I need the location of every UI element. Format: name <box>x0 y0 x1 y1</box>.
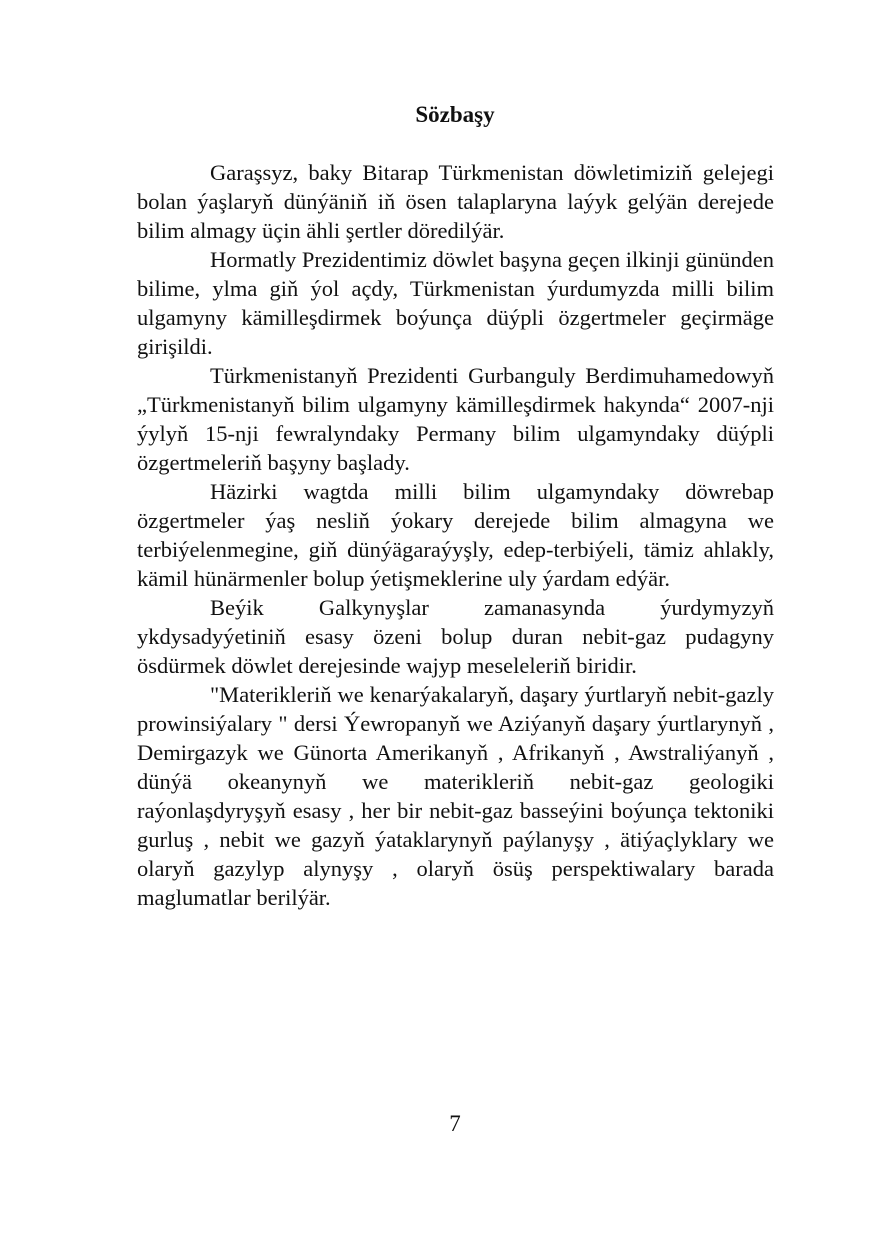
paragraph-1: Garaşsyz, baky Bitarap Türkmenistan döwletimiziň gelejegi bolan ýaşlaryň dünýäniň iň ösen talaplaryna laýyk gelýän derejede bilim almagy üçin ähli şertler döredilýär. <box>137 160 774 243</box>
page-title: Sözbaşy <box>415 102 495 127</box>
page-number: 7 <box>449 1111 461 1136</box>
paragraph-2: Hormatly Prezidentimiz döwlet başyna geçen ilkinji gününden bilime, ylma giň ýol açdy, Türkmenistan ýurdumyzda milli bilim ulgamyny kämilleşdirmek boýunça düýpli özgertmeler geçirmäge girişildi. <box>137 247 774 359</box>
body-text <box>137 158 774 912</box>
paragraph-6: "Materikleriň we kenarýakalaryň, daşary ýurtlaryň nebit-gazly prowinsiýalary " dersi Ýewropanyň we Aziýanyň daşary ýurtlarynyň , Demirgazyk we Günorta Amerikanyň , Afrikanyň , Awstraliýanyň , dünýä okeanynyň we materikleriň nebit-gaz geologiki raýonlaşdyryşyň esasy , her bir nebit-gaz basseýini boýunça tektoniki gurluş , nebit we gazyň ýataklarynyň paýlanyşy , ätiýaçlyklary we olaryň gazylyp alynyşy , olaryň ösüş perspektiwalary barada maglumatlar berilýär. <box>137 682 774 910</box>
paragraph-4: Häzirki wagtda milli bilim ulgamyndaky döwrebap özgertmeler ýaş nesliň ýokary derejede bilim almagyna we terbiýelenmegine, giň dünýägaraýyşly, edep-terbiýeli, tämiz ahlakly, kämil hünärmenler bolup ýetişmeklerine uly ýardam edýär. <box>137 479 774 591</box>
paragraph-5: Beýik Galkynyşlar zamanasynda ýurdymyzyň ykdysadyýetiniň esasy özeni bolup duran nebit-gaz pudagyny ösdürmek döwlet derejesinde wajyp meseleleriň biridir. <box>137 595 774 678</box>
paragraph-3: Türkmenistanyň Prezidenti Gurbanguly Berdimuhamedowyň „Türkmenistanyň bilim ulgamyny kämilleşdirmek hakynda“ 2007-nji ýylyň 15-nji fewralyndaky Permany bilim ulgamyndaky düýpli özgertmeleriň başyny başlady. <box>137 363 774 475</box>
